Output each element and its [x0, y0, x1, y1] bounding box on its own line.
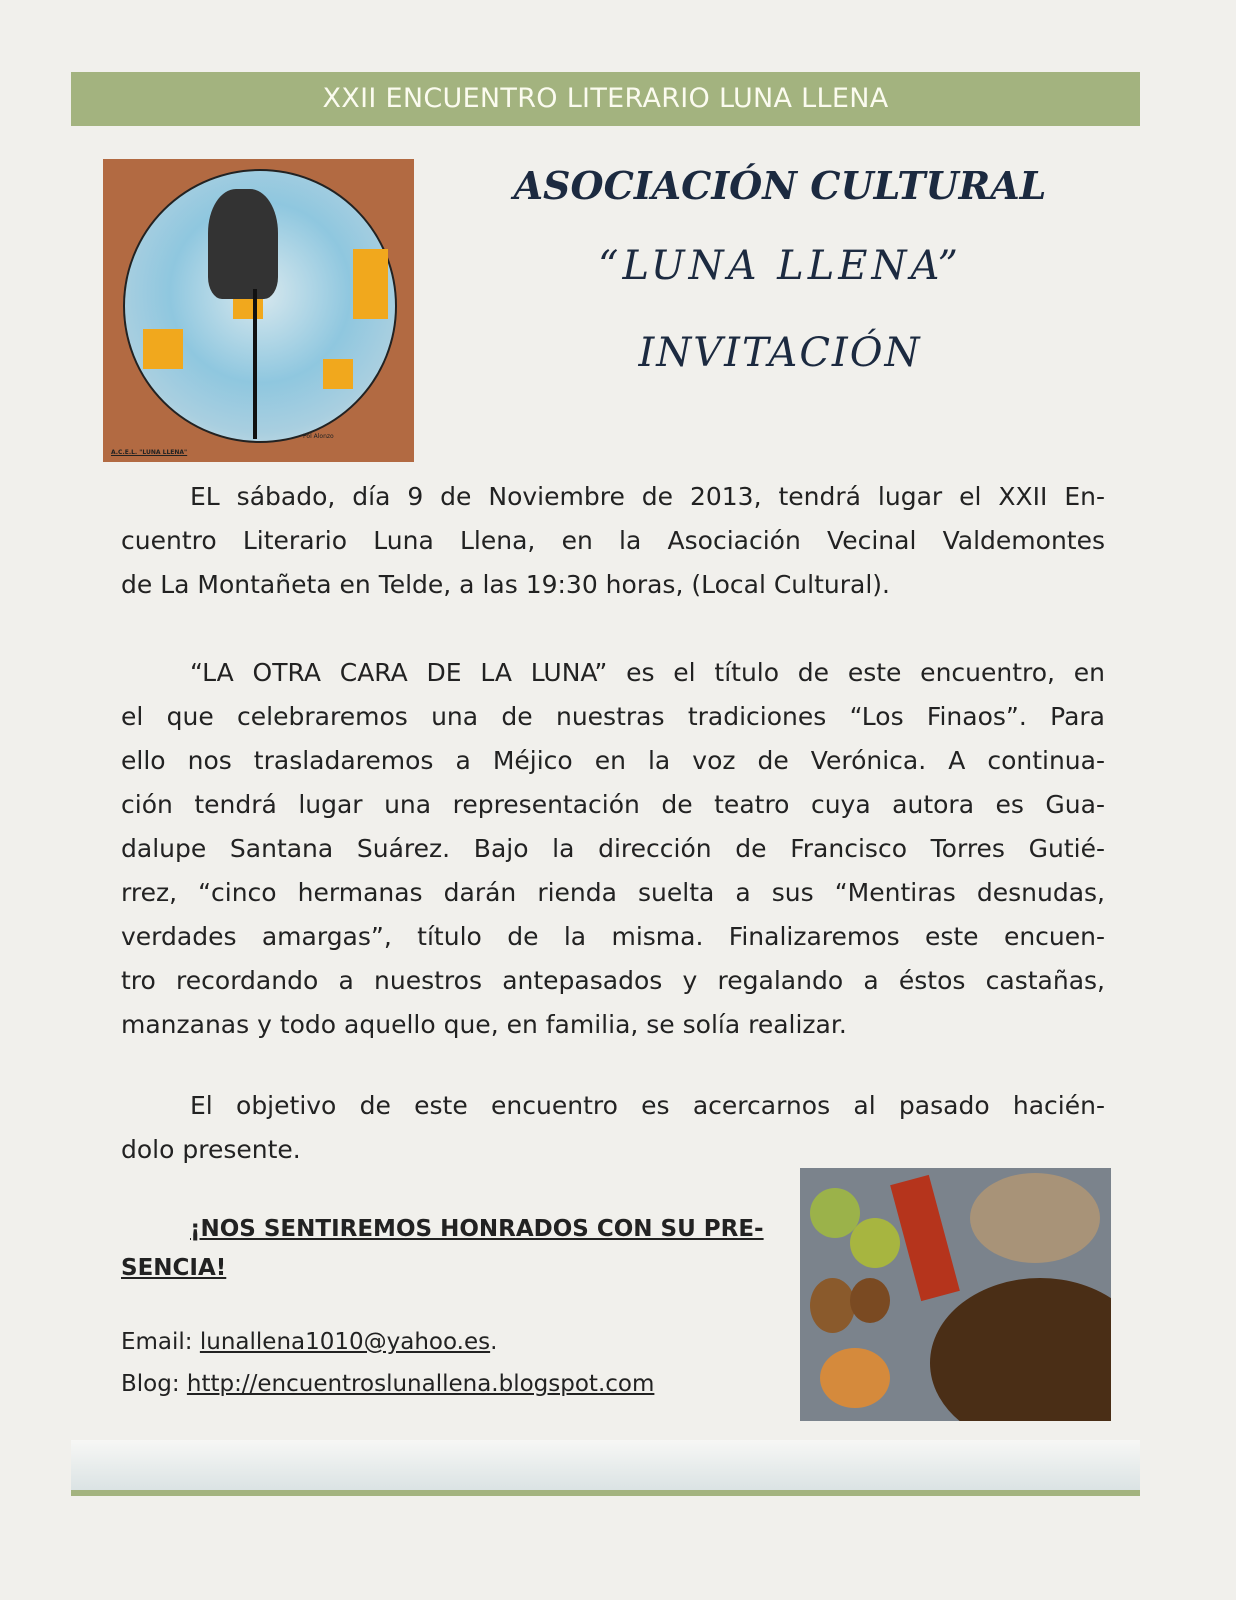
email-link[interactable]: lunallena1010@yahoo.es: [199, 1329, 491, 1355]
paragraph-line: ción tendrá lugar una representación de teatro cuya autora es Gua-: [121, 790, 1105, 819]
chestnuts-fruit-photo: [800, 1168, 1111, 1421]
presence-message: SENCIA!: [121, 1255, 227, 1281]
paragraph-line: verdades amargas”, título de la misma. Finalizaremos este encuen-: [121, 922, 1105, 951]
title-invitation: INVITACIÓN: [638, 330, 922, 376]
paragraph-line: manzanas y todo aquello que, en familia, se solía realizar.: [121, 1010, 847, 1039]
paragraph-line: el que celebraremos una de nuestras tradiciones “Los Finaos”. Para: [121, 702, 1105, 731]
association-logo: [103, 159, 414, 462]
email-row: [121, 1320, 721, 1364]
header-band: XXII ENCUENTRO LITERARIO LUNA LLENA: [71, 72, 1140, 126]
blog-row: [121, 1362, 741, 1406]
email-label: Email:: [121, 1329, 193, 1355]
paragraph-line: ello nos trasladaremos a Méjico en la voz de Verónica. A continua-: [121, 746, 1105, 775]
blog-link[interactable]: http://encuentroslunallena.blogspot.com: [186, 1371, 655, 1397]
footer-divider: [71, 1490, 1140, 1496]
title-association: ASOCIACIÓN CULTURAL: [513, 163, 1047, 208]
email-suffix: .: [490, 1329, 498, 1355]
paragraph-line: rrez, “cinco hermanas darán rienda suelta a sus “Mentiras desnudas,: [121, 878, 1105, 907]
paragraph-line: El objetivo de este encuentro es acercarnos al pasado hacién-: [190, 1091, 1105, 1120]
paragraph-line: EL sábado, día 9 de Noviembre de 2013, tendrá lugar el XXII En-: [190, 482, 1105, 511]
paragraph-line: dolo presente.: [121, 1135, 301, 1164]
logo-signature: Pol Alonzo: [303, 433, 334, 440]
paragraph-line: de La Montañeta en Telde, a las 19:30 horas, (Local Cultural).: [121, 570, 890, 599]
logo-caption: A.C.E.L. "LUNA LLENA": [111, 449, 188, 456]
paragraph-line: tro recordando a nuestros antepasados y regalando a éstos castañas,: [121, 966, 1105, 995]
paragraph-line: cuentro Literario Luna Llena, en la Asociación Vecinal Valdemontes: [121, 526, 1105, 555]
paragraph-line: “LA OTRA CARA DE LA LUNA” es el título de este encuentro, en: [190, 658, 1105, 687]
blog-label: Blog:: [121, 1371, 180, 1397]
title-name: “LUNA LLENA”: [598, 243, 962, 289]
paragraph-line: dalupe Santana Suárez. Bajo la dirección de Francisco Torres Gutié-: [121, 834, 1105, 863]
footer-band: [71, 1440, 1140, 1490]
presence-message: ¡NOS SENTIREMOS HONRADOS CON SU PRE-: [190, 1216, 764, 1242]
